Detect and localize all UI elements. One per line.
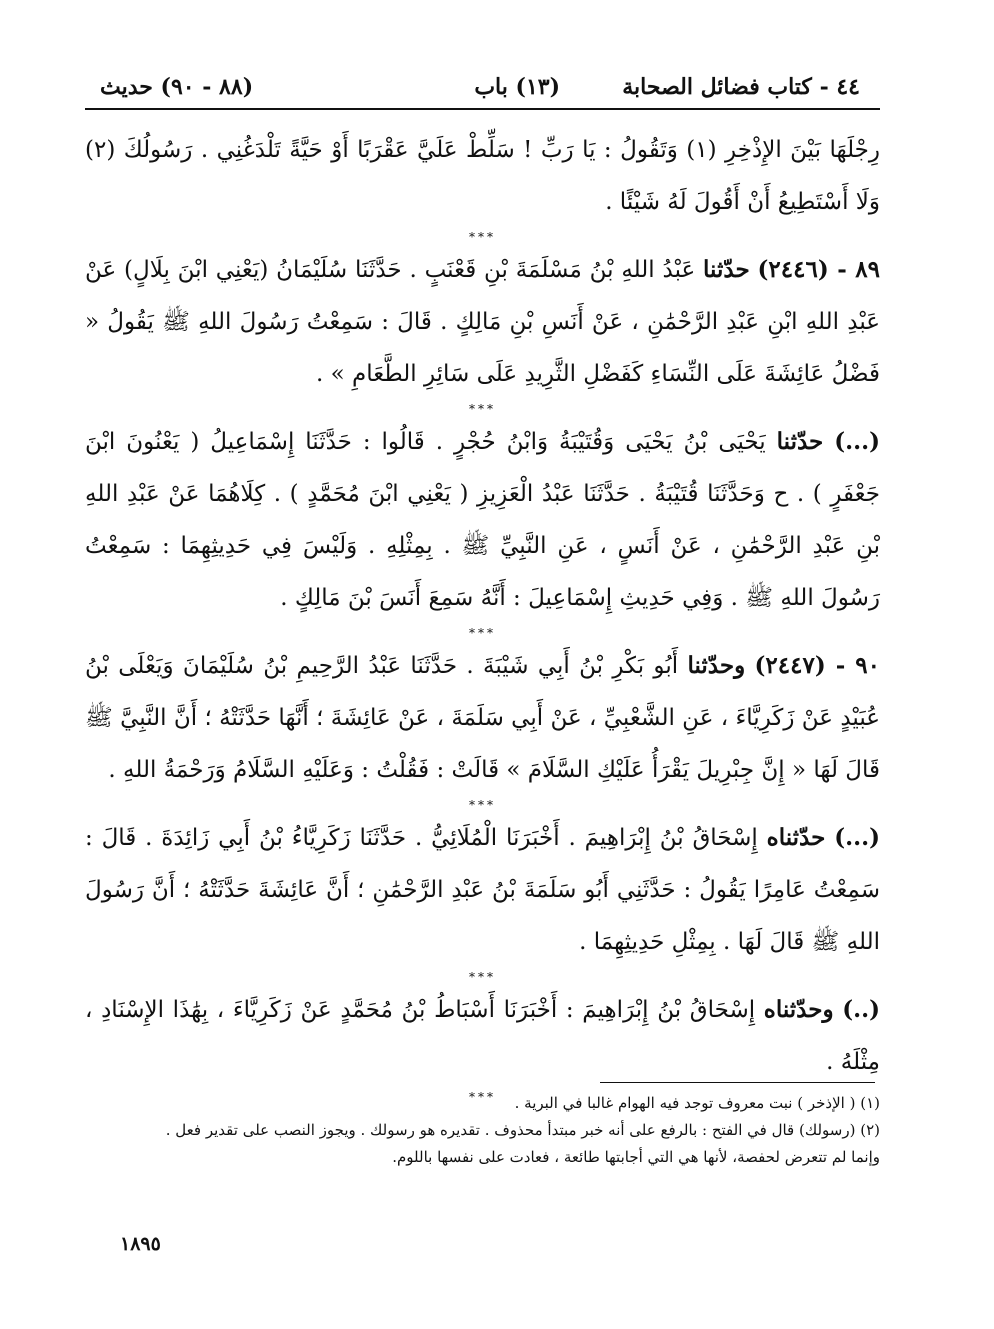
- hadith-89-chain: [85, 416, 880, 624]
- section-separator: ***: [469, 402, 496, 416]
- book-title: ٤٤ - كتاب فضائل الصحابة: [622, 74, 860, 100]
- hadith-opener: وحدّثناه: [763, 996, 834, 1023]
- footnotes: [85, 1090, 880, 1171]
- header-divider: [85, 108, 880, 110]
- hadith-text: إِسْحَاقُ بْنُ إِبْرَاهِيمَ . أَخْبَرَنَا الْمُلَائِيُّ . حَدَّثَنَا زَكَرِيَّاءُ بْنُ أَبِي زَائِدَةَ . قَالَ : سَمِعْتُ عَامِرًا يَقُولُ : حَدَّثَنِي أَبُو سَلَمَةَ بْنُ عَبْدِ الرَّحْمَٰنِ ؛ أَنَّ عَائِشَةَ حَدَّثَتْهُ ؛ أَنَّ رَسُولَ اللهِ ﷺ قَالَ لَهَا . بِمِثْلِ حَدِيثِهِمَا .: [85, 825, 880, 955]
- chapter-label: (١٣) باب: [474, 74, 560, 100]
- section-separator: ***: [469, 798, 496, 812]
- intro-paragraph: رِجْلَهَا بَيْنَ الإِذْخِرِ (١) وَتَقُولُ : يَا رَبِّ ! سَلِّطْ عَلَيَّ عَقْرَبًا أَوْ حَيَّةً تَلْدَغُنِي . رَسُولُكَ (٢) وَلَا أَسْتَطِيعُ أَنْ أَقُولَ لَهُ شَيْئًا .: [85, 137, 881, 215]
- hadith-text: إِسْحَاقُ بْنُ إِبْرَاهِيمَ : أَخْبَرَنَا أَسْبَاطُ بْنُ مُحَمَّدٍ عَنْ زَكَرِيَّاءَ ، بِهَٰذَا الإِسْنَادِ ، مِثْلَهُ .: [85, 997, 880, 1075]
- hadith-90-chain: [85, 812, 880, 968]
- hadith-text: يَحْيَى بْنُ يَحْيَى وَقُتَيْبَةُ وَابْنُ حُجْرٍ . قَالُوا : حَدَّثَنَا إِسْمَاعِيلُ ( يَعْنُونَ ابْنَ جَعْفَرٍ ) . ح وَحَدَّثَنَا قُتَيْبَةُ . حَدَّثَنَا عَبْدُ الْعَزِيزِ ( يَعْنِي ابْنَ مُحَمَّدٍ ) . كِلَاهُمَا عَنْ عَبْدِ اللهِ بْنِ عَبْدِ الرَّحْمَٰنِ ، عَنْ أَنَسٍ ، عَنِ النَّبِيِّ ﷺ . بِمِثْلِهِ . وَلَيْسَ فِي حَدِيثِهِمَا : سَمِعْتُ رَسُولَ اللهِ ﷺ . وَفِي حَدِيثِ إِسْمَاعِيلَ : أَنَّهُ سَمِعَ أَنَسَ بْنَ مَالِكٍ .: [85, 429, 880, 611]
- section-separator: ***: [469, 626, 496, 640]
- footnote-1: (١) ( الإذخر ) نبت معروف توجد فيه الهوام غالبا في البرية .: [514, 1094, 880, 1112]
- hadith-90: [85, 640, 880, 796]
- page-header: [100, 70, 860, 110]
- hadith-number: ٩٠ - (٢٤٤٧): [754, 652, 881, 679]
- hadith-number: (..): [842, 996, 881, 1023]
- footnote-divider: [600, 1082, 875, 1083]
- hadith-opener: حدّثناه: [766, 824, 826, 851]
- hadith-opener: وحدّثنا: [687, 652, 746, 679]
- hadith-90-chain-2: [85, 984, 880, 1088]
- page-number: ١٨٩٥: [120, 1233, 161, 1255]
- hadith-opener: حدّثنا: [703, 256, 750, 283]
- hadith-text: عَبْدُ اللهِ بْنُ مَسْلَمَةَ بْنِ قَعْنَبٍ . حَدَّثَنَا سُلَيْمَانُ (يَعْنِي ابْنَ بِلَالٍ) عَنْ عَبْدِ اللهِ ابْنِ عَبْدِ الرَّحْمَٰنِ ، عَنْ أَنَسِ بْنِ مَالِكٍ . قَالَ : سَمِعْتُ رَسُولَ اللهِ ﷺ يَقُولُ « فَضْلُ عَائِشَةَ عَلَى النِّسَاءِ كَفَضْلِ الثَّرِيدِ عَلَى سَائِرِ الطَّعَامِ » .: [85, 257, 880, 387]
- main-text: [85, 124, 880, 1104]
- hadith-number: (...): [834, 428, 880, 455]
- footnote-2-continued: وإنما لم تتعرض لحفصة، لأنها هي التي أجابتها طائعة ، فعادت على نفسها باللوم.: [392, 1148, 880, 1166]
- section-separator: ***: [469, 970, 496, 984]
- footnote-2: (٢) (رسولك) قال في الفتح : بالرفع على أنه خبر مبتدأ محذوف . تقديره هو رسولك . ويجوز النصب على تقدير فعل .: [165, 1121, 880, 1139]
- hadith-89: [85, 244, 880, 400]
- section-separator: ***: [469, 230, 496, 244]
- section-separator: ***: [469, 1090, 496, 1104]
- hadith-number: ٨٩ - (٢٤٤٦): [757, 256, 880, 283]
- hadith-number: (...): [834, 824, 880, 851]
- hadith-range: (٨٨ - ٩٠) حديث: [100, 74, 254, 100]
- hadith-text: أَبُو بَكْرِ بْنُ أَبِي شَيْبَةَ . حَدَّثَنَا عَبْدُ الرَّحِيمِ بْنُ سُلَيْمَانَ وَيَعْلَى بْنُ عُبَيْدٍ عَنْ زَكَرِيَّاءَ ، عَنِ الشَّعْبِيِّ ، عَنْ أَبِي سَلَمَةَ ، عَنْ عَائِشَةَ ؛ أَنَّهَا حَدَّثَتْهُ ؛ أَنَّ النَّبِيَّ ﷺ قَالَ لَهَا « إِنَّ جِبْرِيلَ يَقْرَأُ عَلَيْكِ السَّلَامَ » قَالَتْ : فَقُلْتُ : وَعَلَيْهِ السَّلَامُ وَرَحْمَةُ اللهِ .: [85, 653, 880, 783]
- hadith-opener: حدّثنا: [776, 428, 824, 455]
